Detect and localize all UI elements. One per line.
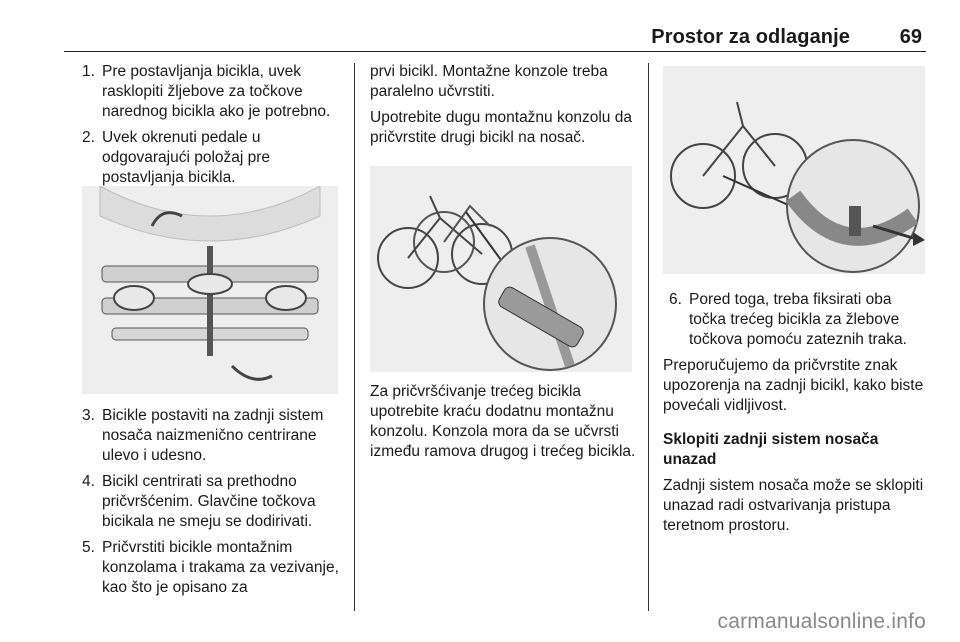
step-2 — [82, 128, 344, 188]
step-text: Uvek okrenuti pedale u odgovarajući položaj pre postavljanja bicikla. — [102, 129, 271, 186]
paragraph: Upotrebite dugu montažnu konzolu da pričvrstite drugi bicikl na nosač. — [370, 109, 632, 146]
column-1 — [82, 62, 344, 194]
step-number: 3. — [82, 407, 95, 424]
column-2 — [370, 62, 638, 154]
step-number: 6. — [669, 291, 682, 308]
paragraph: Zadnji sistem nosača može se sklopiti unazad radi ostvarivanja pristupa teretnom prostoru. — [663, 477, 924, 534]
column-divider-2 — [648, 63, 649, 611]
bike-rack-top-view-illustration — [82, 186, 338, 394]
column-3 — [663, 290, 929, 542]
step-4 — [82, 472, 350, 532]
paragraph: prvi bicikl. Montažne konzole treba paralelno učvrstiti. — [370, 63, 608, 100]
page-title: Prostor za odlaganje — [651, 26, 850, 48]
step-number: 2. — [82, 129, 95, 146]
column-2-lower — [370, 382, 636, 468]
page-number: 69 — [899, 26, 922, 48]
paragraph: Preporučujemo da pričvrstite znak upozorenja na zadnji bicikl, kako biste povećali vidljivost. — [663, 357, 924, 414]
step-5 — [82, 538, 350, 598]
column-divider-1 — [354, 63, 355, 611]
step-text: Bicikle postaviti na zadnji sistem nosača naizmenično centrirane ulevo i udesno. — [102, 407, 324, 464]
step-6 — [663, 290, 929, 350]
step-number: 5. — [82, 539, 95, 556]
bike-mounting-bracket-illustration — [370, 166, 632, 372]
step-number: 1. — [82, 63, 95, 80]
step-1 — [82, 62, 344, 122]
step-text: Pričvrstiti bicikle montažnim konzolama i trakama za vezivanje, kao što je opisano za — [102, 539, 339, 596]
step-number: 4. — [82, 473, 95, 490]
step-3 — [82, 406, 350, 466]
step-text: Pre postavljanja bicikla, uvek rasklopiti žljebove za točkove narednog bicikla ako je potrebno. — [102, 63, 331, 120]
section-heading: Sklopiti zadnji sistem nosača unazad — [663, 431, 879, 468]
step-text: Bicikl centrirati sa prethodno pričvršćenim. Glavčine točkova bicikala ne smeju se dodirivati. — [102, 473, 316, 530]
header-divider — [64, 51, 926, 52]
column-1-lower — [82, 406, 350, 604]
watermark: carmanualsonline.info — [717, 610, 926, 633]
step-text: Pored toga, treba fiksirati oba točka trećeg bicikla za žlebove točkova pomoću zateznih traka. — [689, 291, 907, 348]
bike-strap-illustration — [663, 66, 925, 274]
paragraph: Za pričvršćivanje trećeg bicikla upotrebite kraću dodatnu montažnu konzolu. Konzola mora da se učvrsti između ramova drugog i trećeg bicikla. — [370, 383, 636, 460]
